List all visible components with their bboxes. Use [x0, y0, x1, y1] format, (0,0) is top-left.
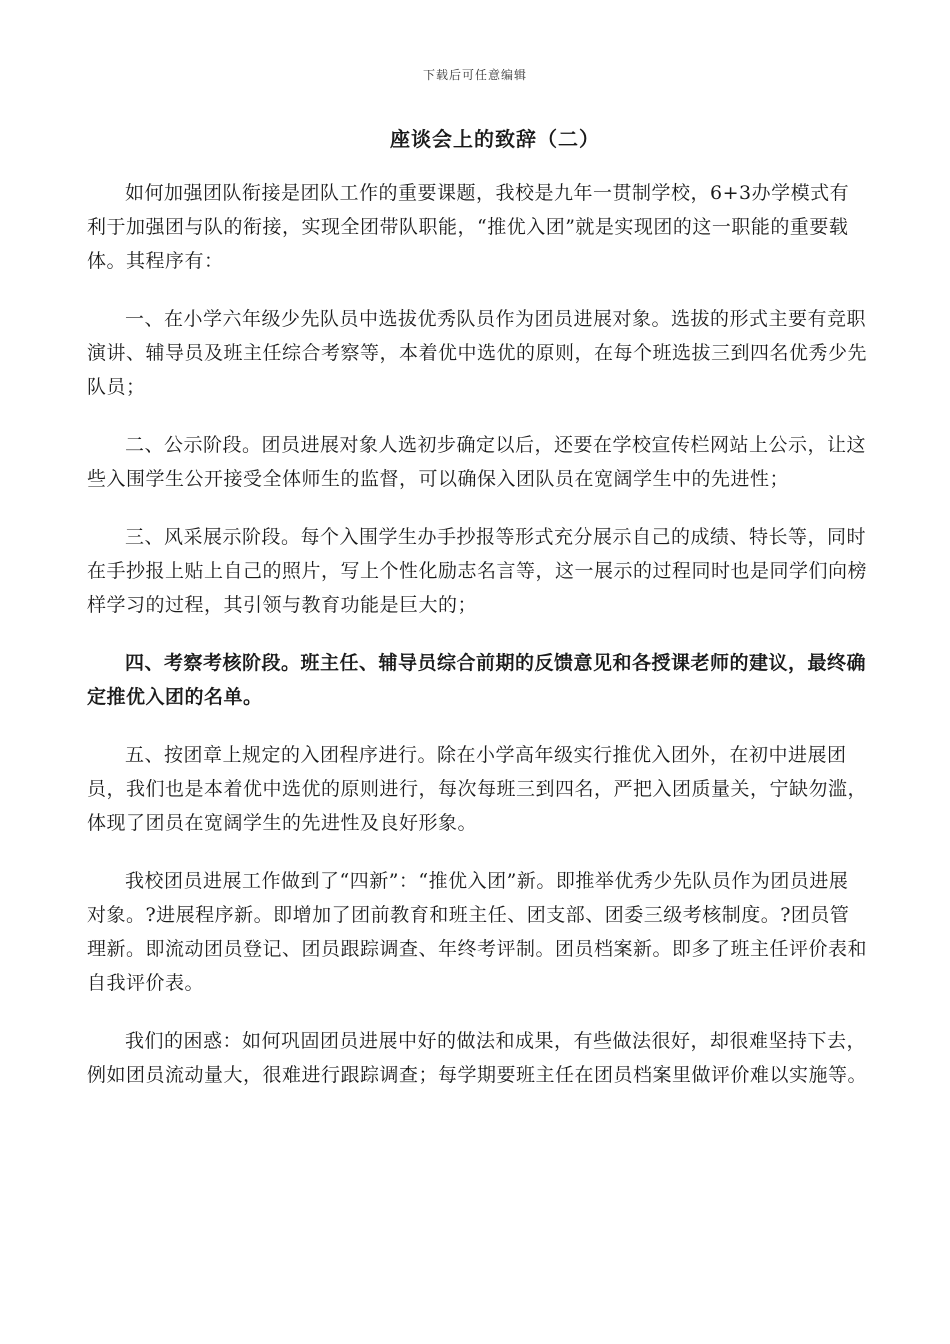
paragraph-four-new: 我校团员进展工作做到了“四新”：“推优入团”新。即推举优秀少先队员作为团员进展对象。?进展程序新。即增加了团前教育和班主任、团支部、团委三级考核制度。?团员管理新。即流动团员登记、团员跟踪调查、年终考评制。团员档案新。即多了班主任评价表和自我评价表。 [87, 870, 868, 994]
document-body [87, 176, 867, 1116]
paragraph-step-3: 三、风采展示阶段。每个入围学生办手抄报等形式充分展示自己的成绩、特长等，同时在手抄报上贴上自己的照片，写上个性化励志名言等，这一展示的过程同时也是同学们向榜样学习的过程，其引领与教育功能是巨大的； [87, 526, 868, 616]
paragraph-intro: 如何加强团队衔接是团队工作的重要课题，我校是九年一贯制学校，6+3办学模式有利于加强团与队的衔接，实现全团带队职能，“推优入团”就是实现团的这一职能的重要载体。其程序有： [87, 182, 850, 272]
paragraph-step-4: 四、考察考核阶段。班主任、辅导员综合前期的反馈意见和各授课老师的建议，最终确定推优入团的名单。 [87, 652, 867, 708]
paragraph-concerns: 我们的困惑：如何巩固团员进展中好的做法和成果，有些做法很好，却很难坚持下去，例如团员流动量大，很难进行跟踪调查；每学期要班主任在团员档案里做评价难以实施等。 [87, 1030, 868, 1086]
document-title: 座谈会上的致辞（二） [390, 127, 600, 151]
paragraph-step-1: 一、在小学六年级少先队员中选拔优秀队员作为团员进展对象。选拔的形式主要有竞职演讲、辅导员及班主任综合考察等，本着优中选优的原则，在每个班选拔三到四名优秀少先队员； [87, 308, 868, 398]
paragraph-step-2: 二、公示阶段。团员进展对象人选初步确定以后，还要在学校宣传栏网站上公示，让这些入围学生公开接受全体师生的监督，可以确保入团队员在宽阔学生中的先进性； [87, 434, 867, 490]
header-note: 下载后可任意编辑 [422, 68, 527, 82]
paragraph-step-5: 五、按团章上规定的入团程序进行。除在小学高年级实行推优入团外，在初中进展团员，我们也是本着优中选优的原则进行，每次每班三到四名，严把入团质量关，宁缺勿滥，体现了团员在宽阔学生的先进性及良好形象。 [87, 744, 868, 834]
